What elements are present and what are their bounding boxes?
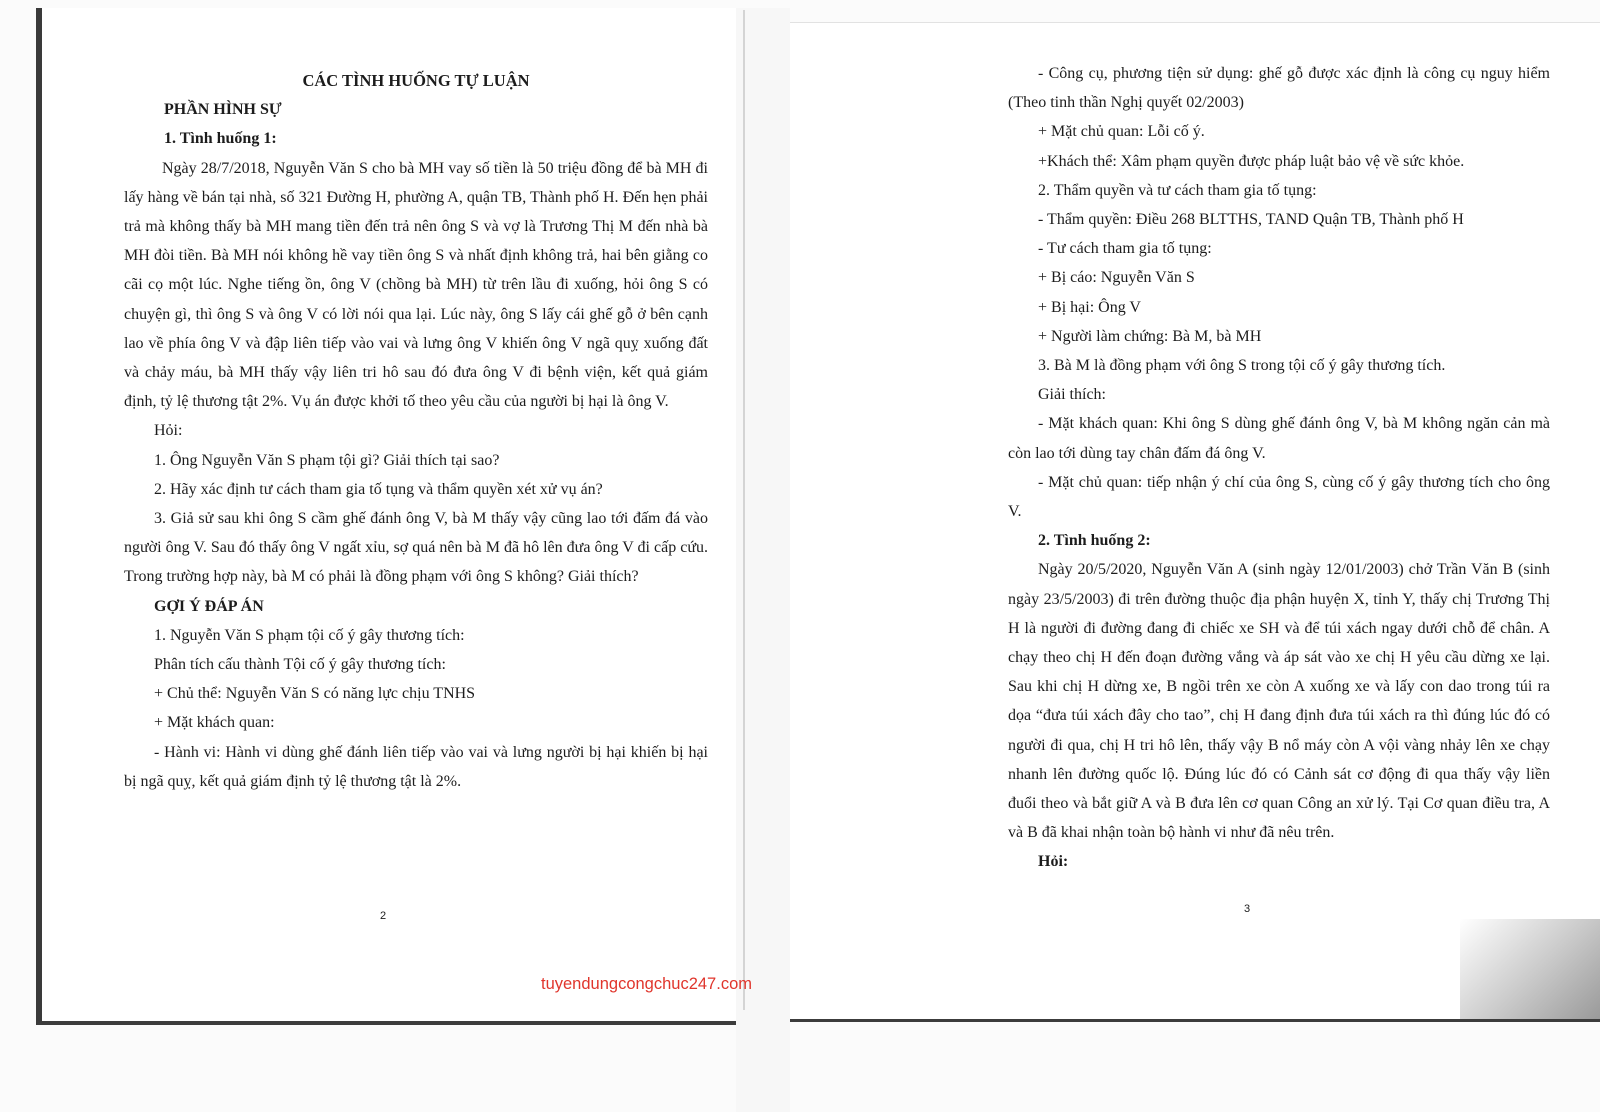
question-3: 3. Giả sử sau khi ông S cầm ghế đánh ông V, bà M thấy vậy cũng lao tới đấm đá vào người ông V. Sau đó thấy ông V ngất xỉu, sợ quá nên bà M đã hô lên đưa ông V đi cấp cứu. Trong trường hợp này, bà M có phải là đồng phạm với ông S không? Giải thích?: [124, 510, 708, 586]
answer-1-subject: + Chủ thể: Nguyễn Văn S có năng lực chịu TNHS: [154, 685, 476, 703]
left-page-text: [124, 66, 708, 796]
jurisdiction-item: - Thẩm quyền: Điều 268 BLTTHS, TAND Quận TB, Thành phố H: [1038, 211, 1464, 229]
case2-body: Ngày 20/5/2020, Nguyễn Văn A (sinh ngày 12/01/2003) chở Trần Văn B (sinh ngày 23/5/2003) đi trên đường thuộc địa phận huyện X, tỉnh Y, thấy chị Trương Thị H là người đi đường đang đi chiếc xe SH và để túi xách ngay dưới chỗ để chân. A chạy theo chị H đến đoạn đường vắng và áp sát vào xe chị H yêu cầu dừng xe lại. Sau khi chị H dừng xe, B ngồi trên xe còn A xuống xe và lấy con dao trong túi ra dọa “đưa túi xách đây cho tao”, chị H đang định đưa túi xách ra thì đúng lúc đó có người đi qua, chị H tri hô lên, thấy vậy B nổ máy còn A vội vàng nhảy lên xe chạy nhanh lên đường quốc lộ. Đúng lúc đó có Cảnh sát cơ động đi qua thấy vậy liền đuổi theo và bắt giữ A và B đưa lên cơ quan Công an xử lý. Tại Cơ quan điều tra, A và B đã khai nhận toàn bộ hành vi như đã nêu trên.: [1008, 561, 1550, 842]
right-page-text: [1008, 59, 1550, 877]
left-page: [36, 8, 736, 1025]
page-number: 3: [1244, 903, 1251, 915]
document-title: CÁC TÌNH HUỐNG TỰ LUẬN: [302, 71, 530, 90]
tool-item: - Công cụ, phương tiện sử dụng: ghế gỗ được xác định là công cụ nguy hiểm (Theo tinh thần Nghị quyết 02/2003): [1008, 65, 1550, 112]
gutter-line: [743, 10, 745, 1010]
explain-subjective: - Mặt chủ quan: tiếp nhận ý chí của ông S, cùng cố ý gây thương tích cho ông V.: [1008, 473, 1550, 521]
explain-label: Giải thích:: [1038, 386, 1106, 404]
scan-corner-shadow: [1460, 919, 1600, 1019]
answer-1: 1. Nguyễn Văn S phạm tội cố ý gây thương tích:: [154, 626, 465, 644]
case1-heading: 1. Tình huống 1:: [164, 130, 277, 148]
subjective-item: + Mặt chủ quan: Lỗi cố ý.: [1038, 123, 1205, 141]
page-number: 2: [380, 910, 387, 922]
answer-1-objective: + Mặt khách quan:: [154, 714, 275, 732]
explain-objective: - Mặt khách quan: Khi ông S dùng ghế đánh ông V, bà M không ngăn cản mà còn lao tới dùng tay chân đấm đá ông V.: [1008, 415, 1550, 462]
case1-body: Ngày 28/7/2018, Nguyễn Văn S cho bà MH vay số tiền là 50 triệu đồng để bà MH đi lấy hàng về bán tại nhà, số 321 Đường H, phường A, quận TB, Thành phố H. Đến hẹn phải trả mà không thấy bà MH mang tiền đến trả nên ông S và vợ là Trương Thị M đến nhà bà MH đòi tiền. Bà MH nói không hề vay tiền ông S và nhất định không trả, hai bên giằng co cãi cọ một lúc. Nghe tiếng ồn, ông V (chồng bà MH) từ trên lầu đi xuống, hỏi ông S có chuyện gì, thì ông S và ông V có lời nói qua lại. Lúc này, ông S lấy cái ghế gỗ ở bên cạnh lao về phía ông V và đập liên tiếp vào vai và lưng ông V khiến ông V ngã quỵ xuống đất và chảy máu, bà MH thấy vậy liên tri hô sau đó đưa ông V đi bệnh viện, kết quả giám định, tỷ lệ thương tật 2%. Vụ án được khởi tố theo yêu cầu của người bị hại là ông V.: [124, 159, 708, 411]
answer-heading: GỢI Ý ĐÁP ÁN: [154, 597, 264, 615]
question-2: 2. Hãy xác định tư cách tham gia tố tụng và thẩm quyền xét xử vụ án?: [154, 480, 603, 498]
answer-1-analysis: Phân tích cấu thành Tội cố ý gây thương tích:: [154, 656, 446, 674]
question-1: 1. Ông Nguyễn Văn S phạm tội gì? Giải thích tại sao?: [154, 451, 500, 469]
victim-item: + Bị hại: Ông V: [1038, 298, 1141, 316]
right-page: [790, 22, 1600, 1022]
ask-label: Hỏi:: [154, 422, 183, 440]
witness-item: + Người làm chứng: Bà M, bà MH: [1038, 327, 1262, 345]
answer-1-act: - Hành vi: Hành vi dùng ghế đánh liên tiếp vào vai và lưng người bị hại khiến bị hại bị ngã quỵ, kết quả giám định tỷ lệ thương tật là 2%.: [124, 743, 708, 790]
object-item: +Khách thể: Xâm phạm quyền được pháp luật bảo vệ về sức khỏe.: [1038, 152, 1465, 170]
watermark-link[interactable]: tuyendungcongchuc247.com: [541, 975, 752, 993]
item-3-heading: 3. Bà M là đồng phạm với ông S trong tội cố ý gây thương tích.: [1038, 357, 1446, 375]
defendant-item: + Bị cáo: Nguyễn Văn S: [1038, 269, 1195, 287]
ask-label-2: Hỏi:: [1038, 853, 1069, 871]
capacity-item: - Tư cách tham gia tố tụng:: [1038, 240, 1212, 258]
item-2-heading: 2. Thẩm quyền và tư cách tham gia tố tụng:: [1038, 181, 1317, 199]
section-heading: PHẦN HÌNH SỰ: [164, 101, 282, 119]
case2-heading: 2. Tình huống 2:: [1038, 532, 1151, 550]
